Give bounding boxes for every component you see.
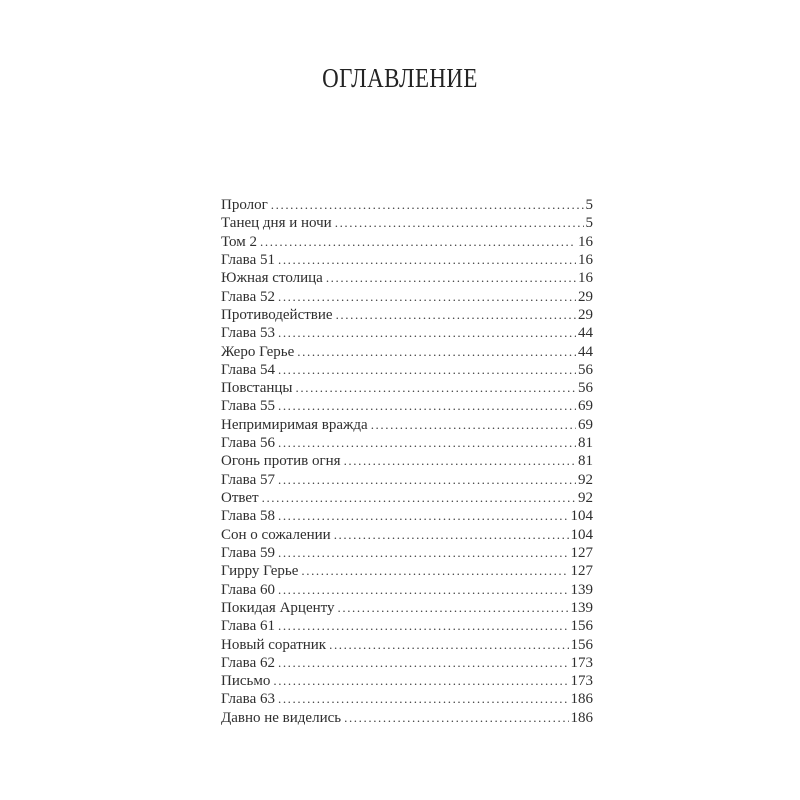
toc-dot-leader — [344, 452, 576, 470]
toc-entry — [221, 452, 593, 470]
toc-entry — [221, 214, 593, 232]
toc-entry — [221, 617, 593, 635]
toc-dot-leader — [278, 690, 569, 708]
toc-entry-page: 29 — [578, 288, 593, 305]
toc-entry-label: Том 2 — [221, 233, 257, 250]
toc-entry — [221, 397, 593, 415]
toc-entry-page: 5 — [585, 197, 593, 213]
toc-dot-leader — [278, 581, 569, 599]
toc-dot-leader — [278, 617, 569, 635]
toc-entry-page: 92 — [578, 471, 593, 488]
toc-entry-page: 44 — [578, 325, 593, 342]
toc-entry — [221, 709, 593, 727]
toc-entry-page: 127 — [570, 544, 593, 561]
toc-entry-page: 16 — [578, 270, 593, 287]
toc-entry-page: 81 — [578, 435, 593, 452]
toc-entry-page: 69 — [578, 416, 593, 433]
toc-entry-label: Повстанцы — [221, 380, 293, 397]
toc-entry — [221, 196, 593, 214]
toc-entry — [221, 251, 593, 269]
toc-dot-leader — [335, 214, 584, 232]
toc-entry-label: Глава 63 — [221, 691, 275, 708]
toc-dot-leader — [278, 434, 576, 452]
toc-entry — [221, 288, 593, 306]
toc-entry — [221, 343, 593, 361]
toc-dot-leader — [278, 654, 569, 672]
toc-dot-leader — [344, 709, 568, 727]
toc-entry — [221, 306, 593, 324]
toc-entry-page: 173 — [570, 673, 593, 690]
toc-dot-leader — [260, 233, 576, 251]
toc-entry-page: 173 — [570, 654, 593, 671]
toc-dot-leader — [278, 288, 576, 306]
toc-entry-page: 104 — [570, 508, 593, 525]
toc-entry-label: Давно не виделись — [221, 709, 342, 726]
toc-entry-label: Глава 61 — [221, 618, 275, 635]
toc-entry — [221, 562, 593, 580]
toc-entry-label: Письмо — [221, 673, 271, 690]
toc-entry-page: 69 — [578, 398, 593, 415]
toc-entry — [221, 507, 593, 525]
toc-entry — [221, 599, 593, 617]
toc-entry-label: Противодействие — [221, 306, 333, 323]
toc-entry-page: 127 — [570, 563, 593, 580]
toc-entry — [221, 526, 593, 544]
toc-entry-page: 104 — [570, 526, 593, 543]
toc-entry-page: 92 — [578, 490, 593, 506]
toc-entry-label: Жеро Герье — [221, 343, 295, 360]
toc-dot-leader — [296, 379, 576, 397]
toc-entry-page: 56 — [578, 361, 593, 378]
toc-entry — [221, 416, 593, 434]
toc-entry-label: Непримиримая вражда — [221, 416, 368, 433]
page-title: ОГЛАВЛЕНИЕ — [322, 63, 478, 93]
toc-entry-page: 139 — [570, 599, 593, 616]
toc-dot-leader — [278, 471, 576, 489]
toc-entry — [221, 654, 593, 672]
toc-entry-label: Глава 59 — [221, 544, 275, 561]
toc-entry-page: 156 — [570, 618, 593, 635]
toc-entry-label: Новый соратник — [221, 636, 327, 653]
toc-entry-label: Глава 60 — [221, 581, 275, 598]
toc-dot-leader — [273, 672, 568, 690]
toc-entry-label: Глава 55 — [221, 398, 275, 415]
toc-entry-label: Глава 57 — [221, 471, 275, 488]
toc-entry — [221, 471, 593, 489]
toc-entry — [221, 434, 593, 452]
toc-entry-label: Танец дня и ночи — [221, 215, 332, 232]
toc-entry-label: Гирру Герье — [221, 563, 299, 580]
toc-entry-label: Глава 62 — [221, 654, 275, 671]
toc-dot-leader — [278, 324, 576, 342]
toc-entry-page: 156 — [570, 636, 593, 653]
toc-entry-page: 29 — [578, 306, 593, 323]
toc-entry — [221, 581, 593, 599]
toc-dot-leader — [338, 599, 569, 617]
toc-entry — [221, 544, 593, 562]
toc-entry-label: Глава 52 — [221, 288, 275, 305]
toc-entry-label: Глава 53 — [221, 325, 275, 342]
toc-entry-page: 5 — [585, 215, 593, 232]
toc-entry — [221, 672, 593, 690]
toc-dot-leader — [301, 562, 568, 580]
toc-dot-leader — [371, 416, 576, 434]
toc-entry-page: 81 — [578, 453, 593, 470]
toc-dot-leader — [278, 361, 576, 379]
toc-entry-page: 186 — [570, 691, 593, 708]
toc-entry-page: 16 — [578, 233, 593, 250]
toc-entry — [221, 489, 593, 507]
toc-entry-page: 44 — [578, 343, 593, 360]
toc-entry-label: Глава 51 — [221, 251, 275, 268]
toc-entry-page: 16 — [578, 251, 593, 268]
toc-entry — [221, 379, 593, 397]
toc-entry-page: 139 — [570, 581, 593, 598]
toc-entry-label: Глава 54 — [221, 361, 275, 378]
toc-entry — [221, 269, 593, 287]
toc-dot-leader — [336, 306, 576, 324]
toc-dot-leader — [271, 196, 584, 214]
toc-dot-leader — [334, 526, 569, 544]
toc-dot-leader — [278, 251, 576, 269]
toc-entry-label: Глава 56 — [221, 435, 275, 452]
toc-dot-leader — [329, 636, 568, 654]
toc-list — [221, 196, 593, 727]
toc-entry-label: Южная столица — [221, 270, 323, 287]
toc-entry-page: 56 — [578, 380, 593, 397]
toc-entry — [221, 324, 593, 342]
toc-dot-leader — [262, 489, 576, 507]
toc-dot-leader — [278, 544, 569, 562]
toc-entry-label: Покидая Арценту — [221, 599, 335, 616]
toc-entry-page: 186 — [570, 709, 593, 726]
toc-dot-leader — [278, 507, 569, 525]
toc-entry — [221, 690, 593, 708]
toc-entry — [221, 361, 593, 379]
toc-dot-leader — [297, 343, 576, 361]
toc-entry-label: Сон о сожалении — [221, 526, 331, 543]
toc-entry-label: Глава 58 — [221, 508, 275, 525]
toc-dot-leader — [326, 269, 576, 287]
toc-entry-label: Пролог — [221, 197, 268, 213]
toc-entry — [221, 636, 593, 654]
toc-entry-label: Огонь против огня — [221, 453, 341, 470]
toc-entry — [221, 233, 593, 251]
toc-entry-label: Ответ — [221, 490, 259, 506]
toc-dot-leader — [278, 397, 576, 415]
